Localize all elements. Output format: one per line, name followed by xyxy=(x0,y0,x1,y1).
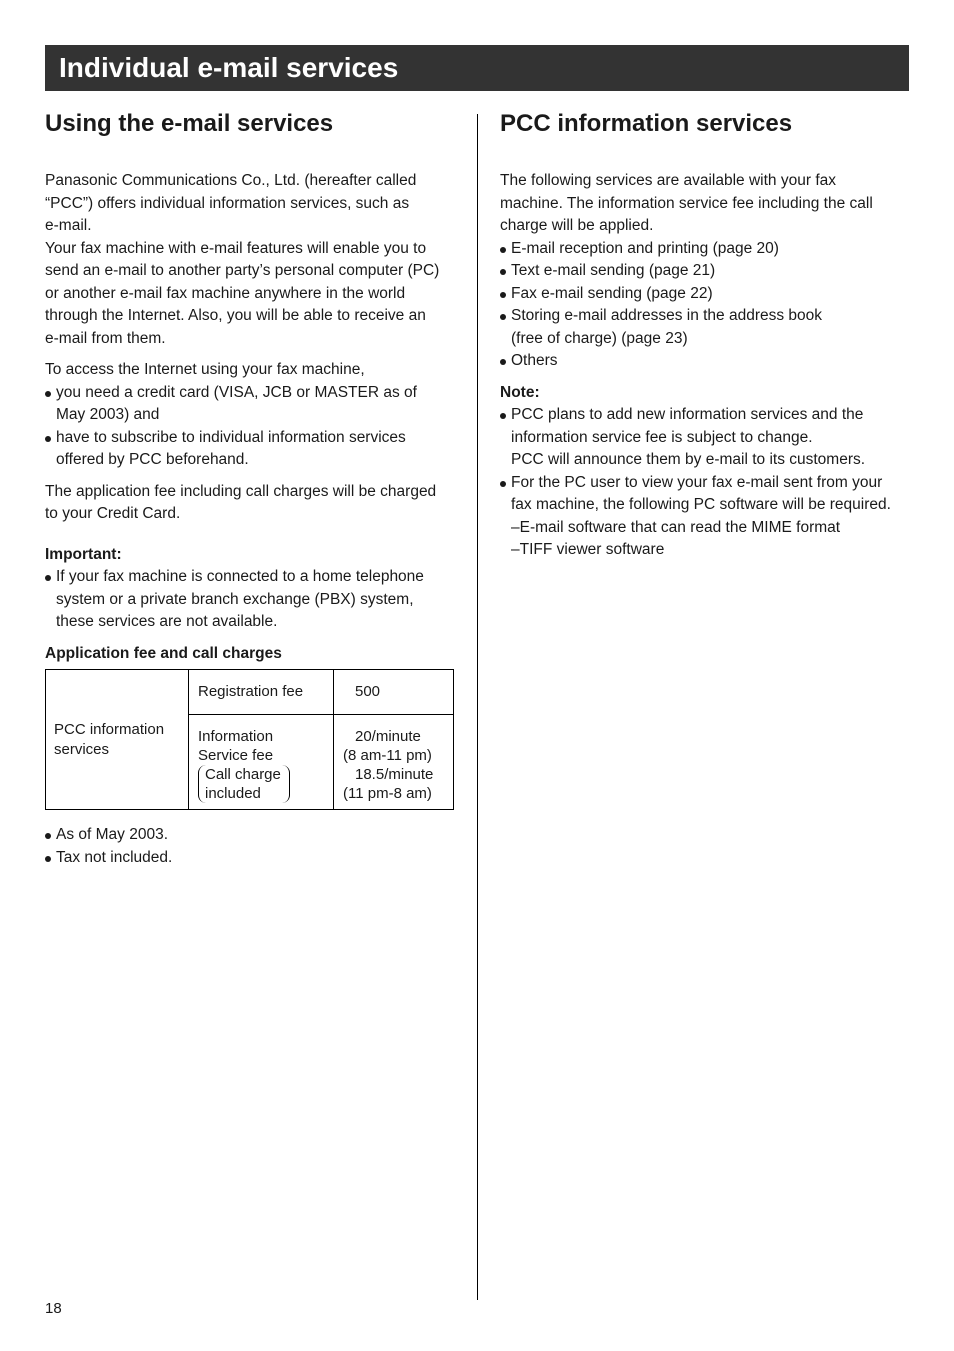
intro-line: “PCC”) offers individual information services, such as xyxy=(45,194,410,212)
intro-line: send an e-mail to another party’s personal computer (PC) xyxy=(45,262,440,279)
list-item: Fax e-mail sending (page 22) xyxy=(500,283,910,306)
list-item: Text e-mail sending (page 21) xyxy=(500,260,910,283)
table-title: Application fee and call charges xyxy=(45,644,282,662)
intro-line: e-mail. xyxy=(45,217,92,234)
service-cell: PCC information services xyxy=(46,670,189,810)
intro-line: through the Internet. Also, you will be able to receive an xyxy=(45,307,426,324)
right-heading: PCC information services xyxy=(500,110,793,137)
list-item: you need a credit card (VISA, JCB or MASTER as of May 2003) and xyxy=(45,382,455,427)
intro-line: machine. The information service fee including the call xyxy=(500,194,873,212)
registration-label-cell: Registration fee xyxy=(189,670,334,715)
list-item: PCC plans to add new information services and the information service fee is subject to change. PCC will announce them by e-mail to its customers. xyxy=(500,404,910,472)
services-list-end xyxy=(500,350,910,373)
intro-line: e-mail from them. xyxy=(45,329,166,347)
page-title: Individual e-mail services xyxy=(59,52,399,83)
left-heading: Using the e-mail services xyxy=(45,110,334,137)
intro-line: The following services are available with your fax xyxy=(500,172,836,189)
intro-line: Your fax machine with e-mail features will enable you to xyxy=(45,239,427,257)
left-column xyxy=(45,110,455,869)
fee-line: The application fee including call charges will be charged xyxy=(45,482,437,500)
footnote-list xyxy=(45,824,455,869)
services-list xyxy=(500,238,910,328)
access-intro: To access the Internet using your fax machine, xyxy=(45,361,365,378)
note-label: Note: xyxy=(500,383,540,401)
call-charge-note: Call charge included xyxy=(198,765,290,803)
intro-line: charge will be applied. xyxy=(500,217,654,234)
column-divider xyxy=(477,114,478,1300)
note-list xyxy=(500,404,910,562)
info-fee-value-cell: 20/minute (8 am-11 pm) 18.5/minute (11 pm-8 am) xyxy=(334,715,454,810)
list-item: Others xyxy=(500,350,910,373)
fee-line: to your Credit Card. xyxy=(45,505,181,522)
intro-line: Panasonic Communications Co., Ltd. (hereafter called xyxy=(45,172,417,189)
list-item: Storing e-mail addresses in the address book xyxy=(500,305,910,328)
important-list xyxy=(45,566,455,634)
list-item: If your fax machine is connected to a home telephone system or a private branch exchange (PBX) system, these services are not available. xyxy=(45,566,455,634)
list-item: have to subscribe to individual information services offered by PCC beforehand. xyxy=(45,427,455,472)
list-item: For the PC user to view your fax e-mail sent from your fax machine, the following PC software will be required. –E-mail software that can read the MIME format –TIFF viewer software xyxy=(500,472,910,562)
intro-line: or another e-mail fax machine anywhere in the world xyxy=(45,284,406,302)
list-item: As of May 2003. xyxy=(45,824,455,847)
access-list xyxy=(45,382,455,472)
list-item: Tax not included. xyxy=(45,847,455,870)
right-column xyxy=(500,110,910,562)
info-fee-label-cell: Information Service fee Call charge included xyxy=(189,715,334,810)
page-number: 18 xyxy=(45,1300,62,1317)
list-item-continuation: (free of charge) (page 23) xyxy=(511,329,688,347)
list-item: E-mail reception and printing (page 20) xyxy=(500,238,910,261)
registration-value-cell: 500 xyxy=(334,670,454,715)
section-banner xyxy=(45,45,909,91)
fee-table xyxy=(45,669,454,810)
important-label: Important: xyxy=(45,545,122,563)
